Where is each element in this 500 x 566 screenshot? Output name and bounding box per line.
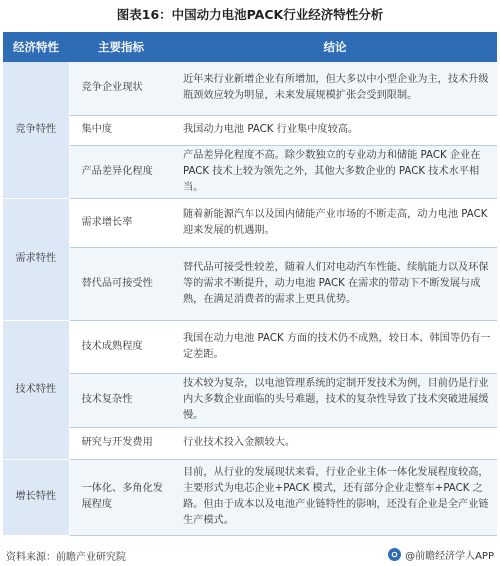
- header-indicator: 主要指标: [69, 32, 173, 62]
- table-row: [3, 198, 497, 247]
- table-row: [3, 115, 497, 145]
- conclusion-cell: 产品差异化程度不高。除少数独立的专业动力和储能 PACK 企业在 PACK 技术上较为领先之外，其他大多数企业的 PACK 技术水平相当。: [173, 145, 497, 198]
- indicator-cell: 技术成熟程度: [69, 320, 173, 373]
- dimension-cell: 技术特性: [3, 320, 69, 459]
- conclusion-cell: 随着新能源汽车以及国内储能产业市场的不断走高，动力电池 PACK 迎来发展的机遇期。: [173, 198, 497, 247]
- brand-text: @前瞻经济学人APP: [405, 551, 494, 562]
- conclusion-cell: 目前，从行业的发展现状来看，行业企业主体一体化发展程度较高，主要形式为电芯企业+PACK 模式，还有部分企业走整车+PACK 之路。但由于成本以及电池产业链特性的影响，还没有企业是全产业链生产模式。: [173, 459, 497, 535]
- dimension-cell: 增长特性: [3, 459, 69, 535]
- indicator-cell: 集中度: [69, 115, 173, 145]
- header-conclusion: 结论: [173, 32, 497, 62]
- table-row: [3, 320, 497, 373]
- indicator-cell: 产品差异化程度: [69, 145, 173, 198]
- brand-attribution: [388, 547, 494, 562]
- figure-title: 图表16：中国动力电池PACK行业经济特性分析: [116, 7, 384, 22]
- indicator-cell: 替代品可接受性: [69, 247, 173, 320]
- table-row: [3, 247, 497, 320]
- table-row: [3, 427, 497, 459]
- indicator-cell: 技术复杂性: [69, 373, 173, 427]
- indicator-cell: 一体化、多角化发展程度: [69, 459, 173, 535]
- table-header-row: [3, 32, 497, 62]
- header-dimension: 经济特性: [3, 32, 69, 62]
- source-note: 资料来源：前瞻产业研究院: [6, 552, 126, 563]
- conclusion-cell: 我国在动力电池 PACK 方面的技术仍不成熟，较日本、韩国等仍有一定差距。: [173, 320, 497, 373]
- table-row: [3, 62, 497, 115]
- conclusion-cell: 我国动力电池 PACK 行业集中度较高。: [173, 115, 497, 145]
- table-row: [3, 145, 497, 198]
- conclusion-cell: 近年来行业新增企业有所增加，但大多以中小型企业为主，技术升级瓶颈效应较为明显，未来发展规模扩张会受到限制。: [173, 62, 497, 115]
- conclusion-cell: 行业技术投入金额较大。: [173, 427, 497, 459]
- conclusion-cell: 替代品可接受性较差，随着人们对电动汽车性能、续航能力以及环保等的需求不断提升，动力电池 PACK 在需求的带动下不断发展与成熟，在满足消费者的需求上更具优势。: [173, 247, 497, 320]
- indicator-cell: 需求增长率: [69, 198, 173, 247]
- table-row: [3, 373, 497, 427]
- economic-characteristics-table: [3, 32, 497, 536]
- brand-logo-icon: [388, 548, 401, 561]
- indicator-cell: 研究与开发费用: [69, 427, 173, 459]
- dimension-cell: 需求特性: [3, 198, 69, 320]
- conclusion-cell: 技术较为复杂，以电池管理系统的定制开发技术为例，目前仍是行业内大多数企业面临的头号难题，技术的复杂性导致了技术突破进展缓慢。: [173, 373, 497, 427]
- table-row: [3, 459, 497, 535]
- indicator-cell: 竞争企业现状: [69, 62, 173, 115]
- dimension-cell: 竞争特性: [3, 62, 69, 198]
- footer: [0, 544, 500, 566]
